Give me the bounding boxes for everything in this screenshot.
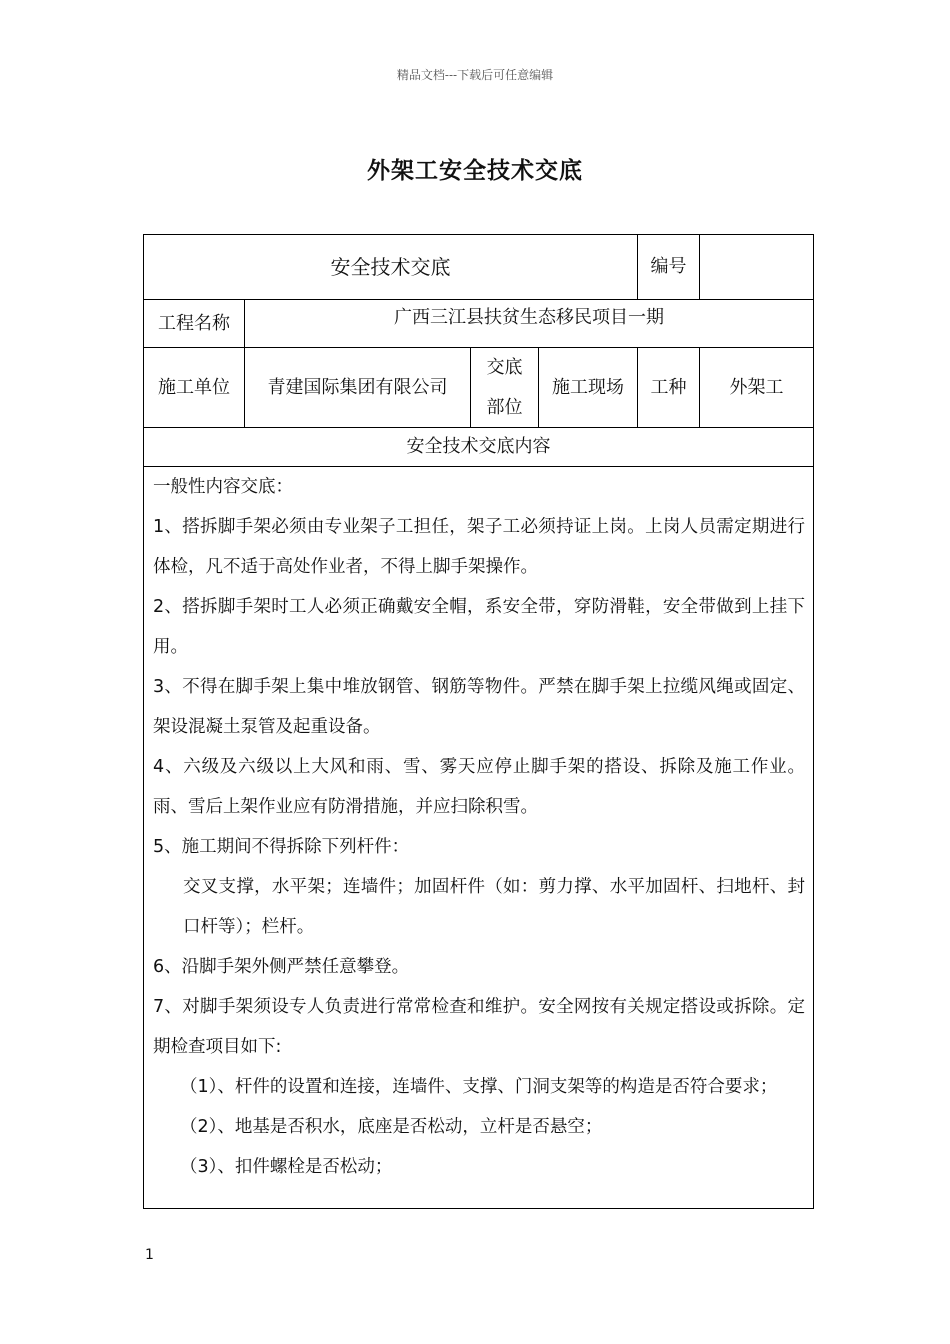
- trade-value-cell: [700, 348, 813, 428]
- general-heading: 一般性内容交底：: [153, 477, 293, 497]
- project-label-cell: [144, 300, 245, 348]
- unit-label-cell: [144, 348, 245, 428]
- item-1: 1、搭拆脚手架必须由专业架子工担任，架子工必须持证上岗。上岗人员需定期进行体检，凡不适于高处作业者，不得上脚手架操作。: [153, 517, 805, 577]
- table-heading: 安全技术交底: [330, 255, 451, 279]
- item-5: 5、施工期间不得拆除下列杆件：: [153, 837, 410, 857]
- part-value-cell: [539, 348, 638, 428]
- item-7: 7、对脚手架须设专人负责进行常常检查和维护。安全网按有关规定搭设或拆除。定期检查项目如下:: [153, 997, 805, 1057]
- unit-label: 施工单位: [158, 376, 230, 398]
- item-6: 6、沿脚手架外侧严禁任意攀登。: [153, 957, 410, 977]
- item-3: 3、不得在脚手架上集中堆放钢管、钢筋等物件。严禁在脚手架上拉缆风绳或固定、架设混凝土泵管及起重设备。: [153, 677, 805, 737]
- project-value: 广西三江县扶贫生态移民项目一期: [394, 307, 664, 328]
- part-label-cell: [471, 348, 539, 428]
- table-heading-cell: [144, 235, 638, 300]
- part-value: 施工现场: [552, 376, 624, 398]
- trade-value: 外架工: [729, 376, 784, 398]
- part-label-line-2: 部位: [486, 396, 523, 418]
- project-label: 工程名称: [158, 312, 230, 334]
- trade-label-cell: [638, 348, 700, 428]
- unit-value-cell: [245, 348, 471, 428]
- header-note: 精品文档---下载后可任意编辑: [396, 68, 554, 82]
- document-title: 外架工安全技术交底: [367, 158, 583, 184]
- number-value-cell: [700, 235, 813, 300]
- item-5-detail: 交叉支撑，水平架；连墙件；加固杆件（如：剪力撑、水平加固杆、扫地杆、封口杆等）；栏杆。: [183, 877, 805, 937]
- content-heading-cell: [144, 428, 813, 467]
- project-value-cell: [245, 300, 813, 348]
- item-2: 2、搭拆脚手架时工人必须正确戴安全帽，系安全带，穿防滑鞋，安全带做到上挂下用。: [153, 597, 805, 657]
- check-item-1: （1）、杆件的设置和连接，连墙件、支撑、门洞支架等的构造是否符合要求；: [180, 1077, 778, 1097]
- item-4: 4、六级及六级以上大风和雨、雪、雾天应停止脚手架的搭设、拆除及施工作业。雨、雪后上架作业应有防滑措施，并应扫除积雪。: [153, 757, 805, 817]
- number-label-cell: [638, 235, 700, 300]
- content-heading: 安全技术交底内容: [406, 436, 551, 458]
- disclosure-table: [143, 234, 814, 1209]
- check-item-2: （2）、地基是否积水，底座是否松动，立杆是否悬空；: [180, 1117, 603, 1137]
- unit-value: 青建国际集团有限公司: [267, 376, 448, 398]
- check-item-3: （3）、扣件螺栓是否松动；: [180, 1157, 393, 1177]
- page-number: 1: [145, 1247, 154, 1263]
- part-label-line-1: 交底: [486, 356, 523, 378]
- disclosure-content: [144, 467, 813, 1187]
- trade-label: 工种: [650, 376, 687, 398]
- number-label: 编号: [650, 256, 687, 278]
